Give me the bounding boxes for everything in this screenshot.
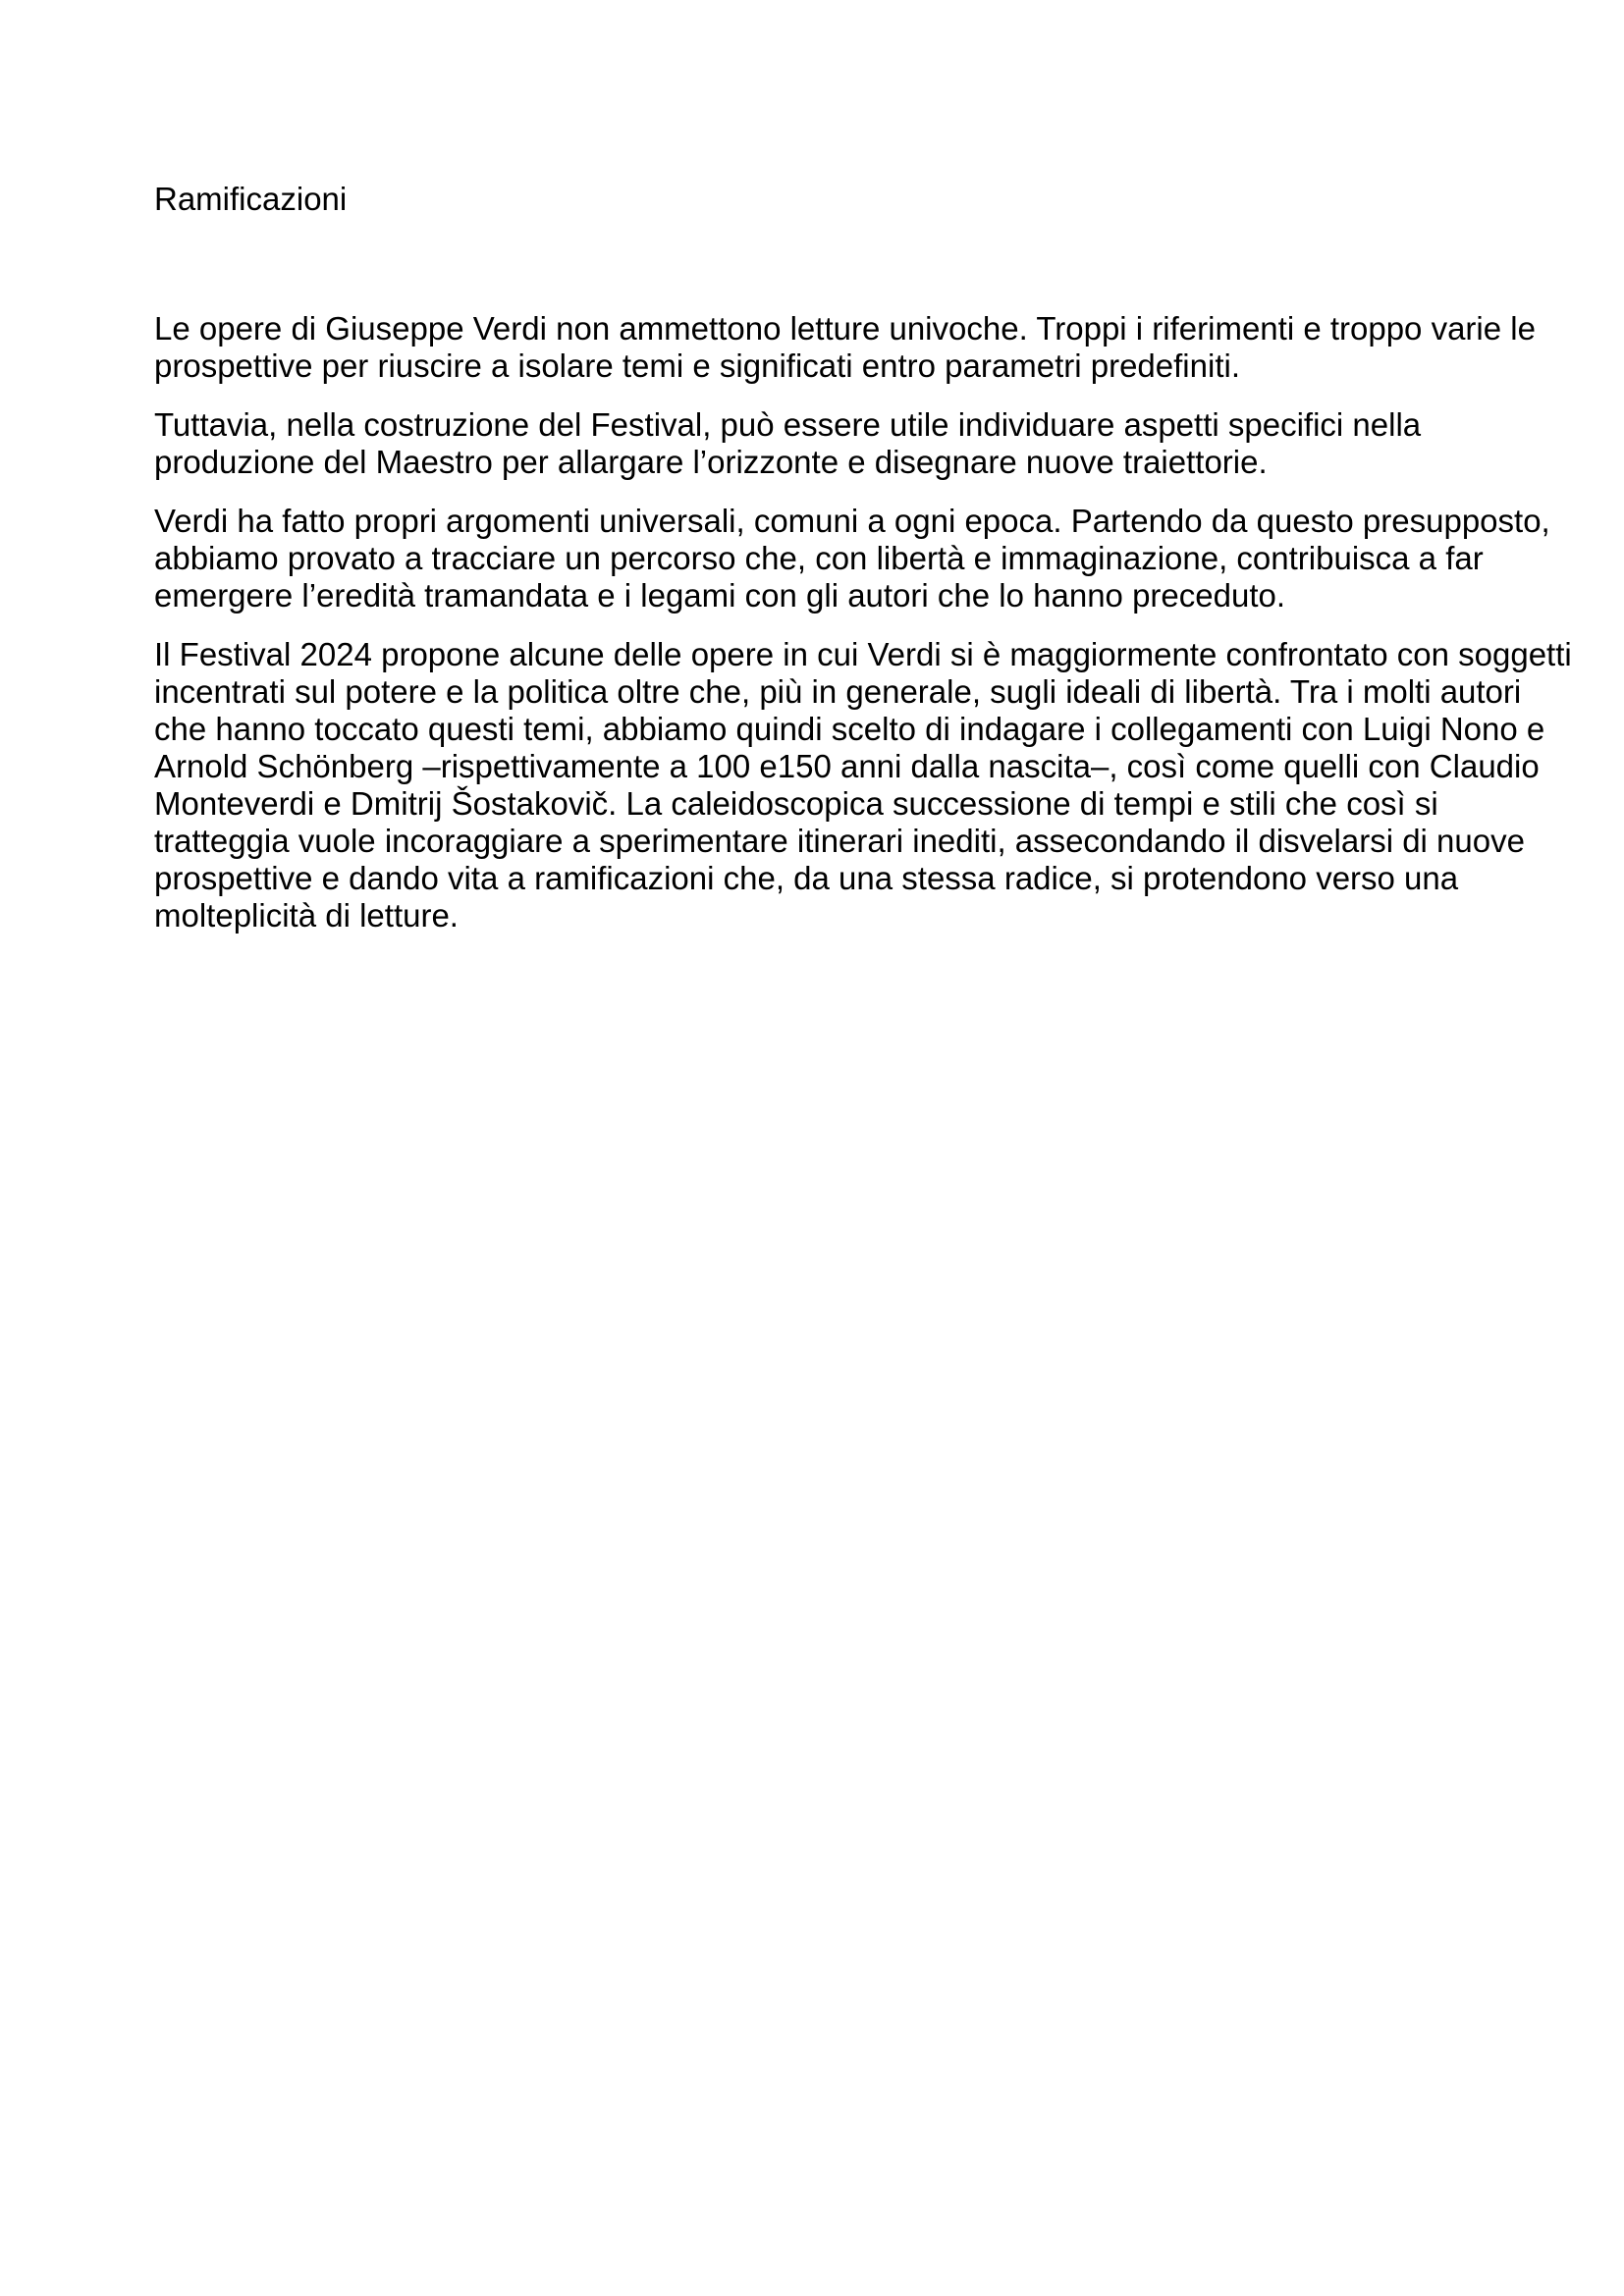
- text-line: tratteggia vuole incoraggiare a sperimentare itinerari inediti, assecondando il disvelarsi di nuove: [154, 823, 1525, 859]
- document-body: [154, 310, 1572, 934]
- paragraph-1: [154, 310, 1536, 385]
- page-title: Ramificazioni: [154, 181, 348, 217]
- paragraph-3: [154, 503, 1550, 614]
- text-line: Arnold Schönberg –rispettivamente a 100 e150 anni dalla nascita–, così come quelli con Claudio: [154, 748, 1540, 784]
- paragraph-4: [154, 636, 1572, 934]
- text-line: abbiamo provato a tracciare un percorso che, con libertà e immaginazione, contribuisca a far: [154, 540, 1484, 576]
- text-line: prospettive e dando vita a ramificazioni che, da una stessa radice, si protendono verso una: [154, 860, 1459, 896]
- text-line: produzione del Maestro per allargare l’orizzonte e disegnare nuove traiettorie.: [154, 444, 1268, 480]
- text-line: che hanno toccato questi temi, abbiamo quindi scelto di indagare i collegamenti con Luigi Nono e: [154, 711, 1545, 747]
- text-line: molteplicità di letture.: [154, 897, 459, 934]
- text-line: emergere l’eredità tramandata e i legami con gli autori che lo hanno preceduto.: [154, 577, 1286, 614]
- text-line: incentrati sul potere e la politica oltre che, più in generale, sugli ideali di libertà. Tra i molti autori: [154, 673, 1522, 710]
- text-line: Verdi ha fatto propri argomenti universali, comuni a ogni epoca. Partendo da questo presupposto,: [154, 503, 1550, 539]
- text-line: Le opere di Giuseppe Verdi non ammettono letture univoche. Troppi i riferimenti e troppo varie le: [154, 310, 1536, 347]
- text-line: Il Festival 2024 propone alcune delle opere in cui Verdi si è maggiormente confrontato con soggetti: [154, 636, 1572, 672]
- text-line: Tuttavia, nella costruzione del Festival, può essere utile individuare aspetti specifici nella: [154, 406, 1422, 443]
- text-line: Monteverdi e Dmitrij Šostakovič. La caleidoscopica successione di tempi e stili che così si: [154, 785, 1438, 822]
- paragraph-2: [154, 406, 1477, 481]
- text-line: prospettive per riuscire a isolare temi e significati entro parametri predefiniti.: [154, 347, 1240, 384]
